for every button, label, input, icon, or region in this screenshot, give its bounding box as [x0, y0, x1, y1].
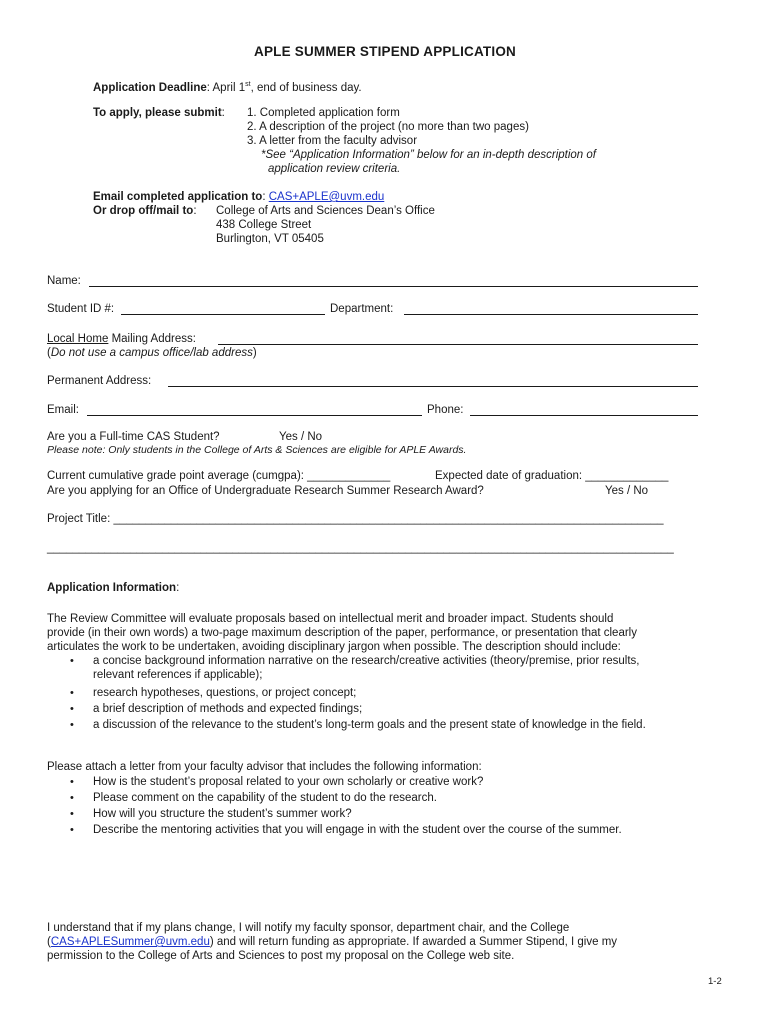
apply-item-3: 3. A letter from the faculty advisor	[247, 135, 418, 147]
our-question: Are you applying for an Office of Undergraduate Research Summer Research Award?	[47, 485, 484, 497]
bullet-text: a discussion of the relevance to the student’s long-term goals and the present state of knowledge in the field.	[93, 719, 646, 731]
deadline-value-post: , end of business day.	[250, 81, 362, 94]
phone-label: Phone:	[427, 404, 464, 416]
local-address-label-line	[47, 332, 196, 346]
app-info-heading: Application Information	[47, 582, 177, 594]
apply-label: To apply, please submit	[93, 107, 222, 119]
project-title-field[interactable]: Project Title: ______________________________________________________________________________________	[47, 513, 664, 525]
deadline-label: Application Deadline	[93, 81, 207, 94]
bullet-glyph: •	[70, 808, 74, 820]
app-info-para-line2: provide (in their own words) a two-page maximum description of the paper, performance, or presentation that clearly	[47, 627, 637, 639]
deadline-sup: st	[245, 81, 251, 88]
phone-field[interactable]	[470, 415, 698, 416]
mailing-address-label: Mailing Address:	[108, 333, 196, 345]
apply-note-line2: application review criteria.	[268, 163, 401, 175]
app-info-para-line3: articulates the work to be undertaken, avoiding disciplinary jargon when possible. The description should include:	[47, 641, 621, 653]
closing-line2	[47, 935, 617, 949]
bullet-text: Describe the mentoring activities that you will engage in with the student over the course of the summer.	[93, 824, 622, 836]
campus-note-close: )	[252, 347, 257, 359]
bullet-text: How is the student’s proposal related to your own scholarly or creative work?	[93, 776, 484, 788]
permanent-address-field[interactable]	[168, 386, 698, 387]
graduation-label[interactable]: Expected date of graduation: _____________	[435, 470, 669, 482]
bullet-text-cont: relevant references if applicable);	[93, 669, 263, 681]
apply-colon: :	[221, 107, 225, 119]
bullet-glyph: •	[70, 776, 74, 788]
apply-note-line1: *See “Application Information” below for an in-depth description of	[261, 149, 596, 161]
deadline-line	[93, 78, 362, 95]
gpa-label[interactable]: Current cumulative grade point average (cumgpa): _____________	[47, 470, 391, 482]
mail-label: Or drop off/mail to	[93, 205, 194, 217]
closing-email-link[interactable]: CAS+APLESummer@uvm.edu	[50, 936, 210, 948]
fulltime-options[interactable]: Yes / No	[279, 431, 323, 443]
campus-note	[47, 346, 257, 360]
email-field[interactable]	[87, 415, 422, 416]
closing-line2-rest: ) and will return funding as appropriate. If awarded a Summer Stipend, I give my	[209, 936, 618, 948]
bullet-glyph: •	[70, 824, 74, 836]
mail-label-line	[93, 204, 197, 218]
our-options[interactable]: Yes / No	[605, 485, 649, 497]
name-field[interactable]	[89, 286, 698, 287]
project-title-field-line2[interactable]: __________________________________________________________________________________________________	[47, 542, 674, 554]
mail-address-line1: College of Arts and Sciences Dean’s Office	[216, 205, 435, 217]
bullet-text: a brief description of methods and expected findings;	[93, 703, 363, 715]
email-field-label: Email:	[47, 404, 79, 416]
bullet-glyph: •	[70, 792, 74, 804]
bullet-glyph: •	[70, 703, 74, 715]
closing-line3: permission to the College of Arts and Sciences to post my proposal on the College web site.	[47, 950, 515, 962]
name-label: Name:	[47, 275, 81, 287]
bullet-glyph: •	[70, 719, 74, 731]
mail-colon: :	[193, 205, 197, 217]
student-id-label: Student ID #:	[47, 303, 115, 315]
app-info-para-line1: The Review Committee will evaluate proposals based on intellectual merit and broader impact. Students should	[47, 613, 614, 625]
local-home-label: Local Home	[47, 333, 109, 345]
bullet-glyph: •	[70, 655, 74, 667]
email-label: Email completed application to	[93, 191, 263, 203]
bullet-text: Please comment on the capability of the student to do the research.	[93, 792, 437, 804]
bullet-text: a concise background information narrative on the research/creative activities (theory/premise, prior results,	[93, 655, 640, 667]
local-address-field[interactable]	[218, 344, 698, 345]
mail-address-line2: 438 College Street	[216, 219, 312, 231]
closing-line1: I understand that if my plans change, I will notify my faculty sponsor, department chair, and the College	[47, 922, 570, 934]
deadline-value: : April 1	[206, 81, 246, 94]
mail-address-line3: Burlington, VT 05405	[216, 233, 324, 245]
page-number: 1-2	[708, 976, 722, 987]
bullet-text: research hypotheses, questions, or project concept;	[93, 687, 357, 699]
email-colon: :	[262, 191, 269, 203]
fulltime-note: Please note: Only students in the College of Arts & Sciences are eligible for APLE Awards.	[47, 444, 467, 456]
department-label: Department:	[330, 303, 394, 315]
student-id-field[interactable]	[121, 314, 325, 315]
permanent-address-label: Permanent Address:	[47, 375, 152, 387]
email-link[interactable]: CAS+APLE@uvm.edu	[268, 191, 385, 203]
campus-note-text: Do not use a campus office/lab address	[50, 347, 253, 359]
department-field[interactable]	[404, 314, 698, 315]
apply-item-1: 1. Completed application form	[247, 107, 400, 119]
fulltime-question: Are you a Full-time CAS Student?	[47, 431, 220, 443]
bullet-text: How will you structure the student’s summer work?	[93, 808, 352, 820]
apply-label-line	[93, 106, 225, 120]
apply-item-2: 2. A description of the project (no more than two pages)	[247, 121, 529, 133]
closing-open-paren: (	[47, 936, 51, 948]
app-info-colon: :	[176, 582, 180, 594]
advisor-intro: Please attach a letter from your faculty advisor that includes the following information:	[47, 761, 482, 773]
app-info-heading-line	[47, 581, 179, 595]
campus-note-open: (	[47, 347, 51, 359]
bullet-glyph: •	[70, 687, 74, 699]
page-title: APLE SUMMER STIPEND APPLICATION	[254, 44, 516, 59]
email-line	[93, 190, 384, 204]
